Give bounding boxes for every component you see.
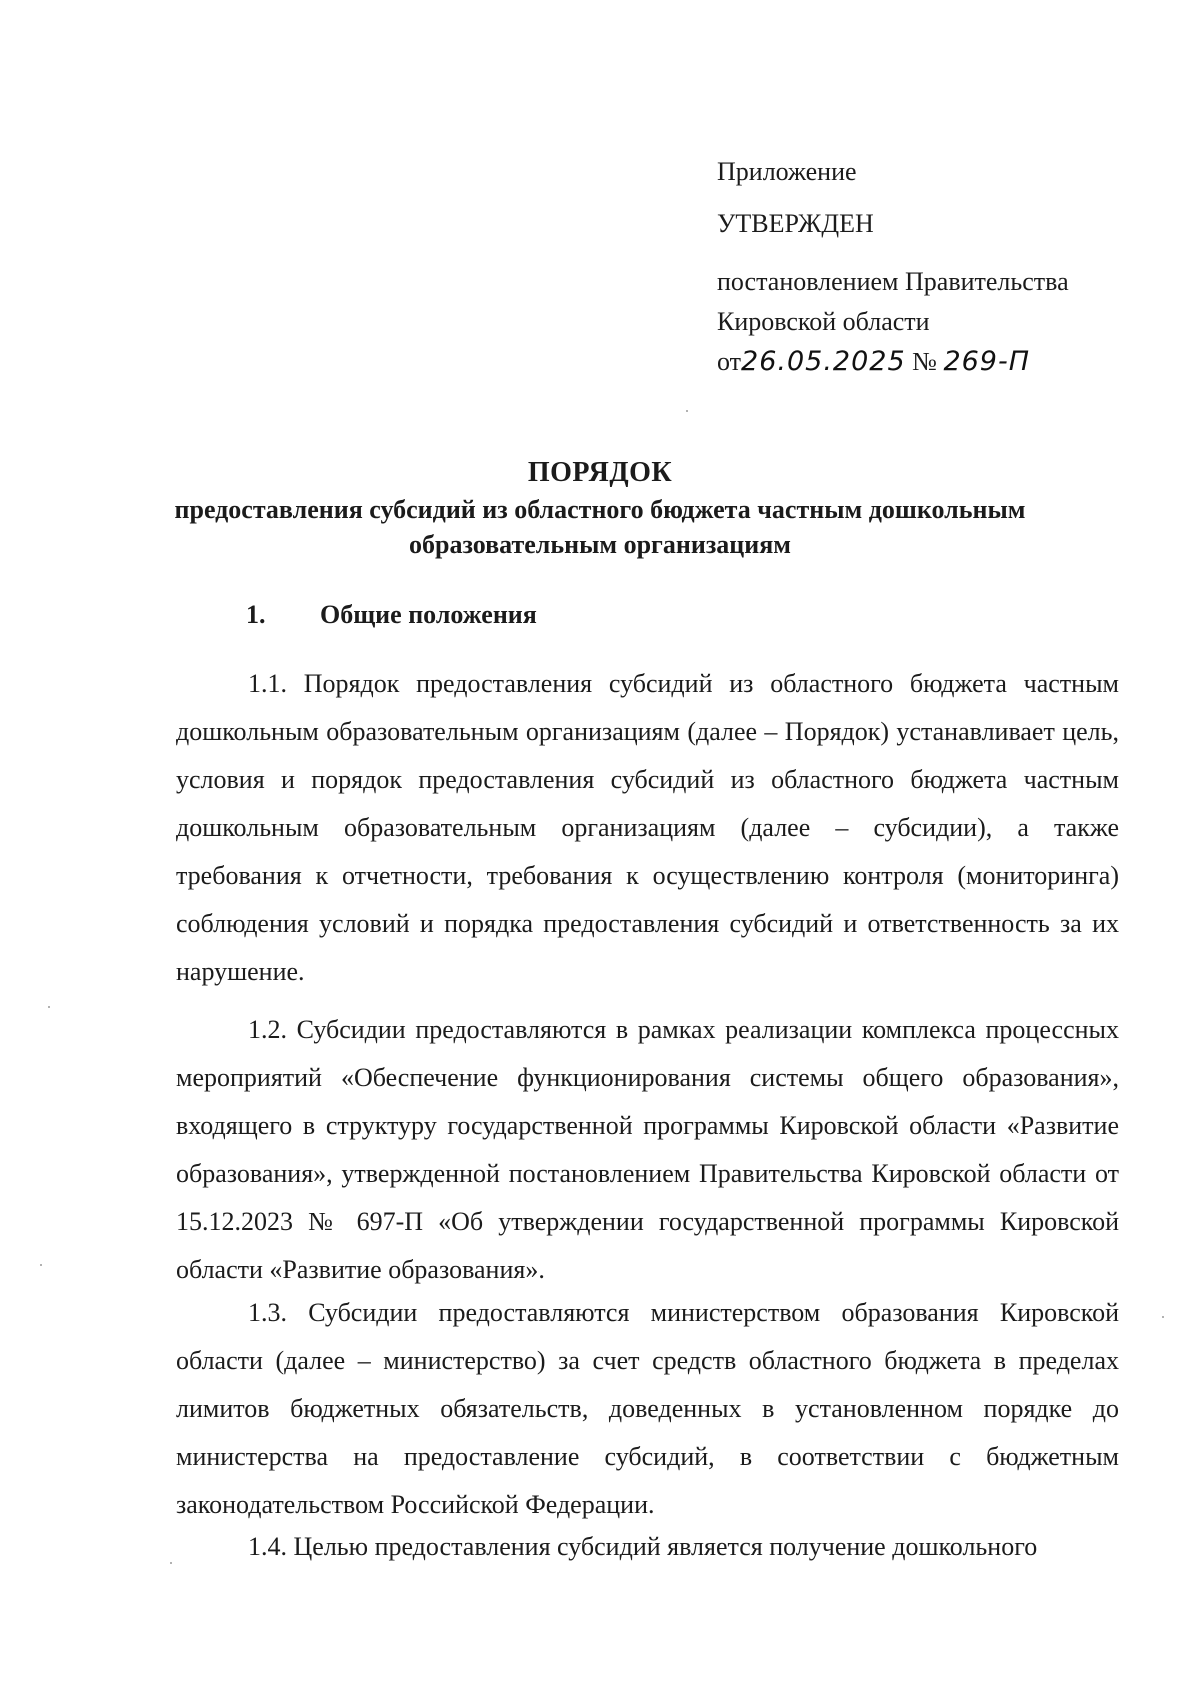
handwritten-decree-number: 269-П — [943, 346, 1031, 377]
section-heading — [246, 600, 537, 630]
handwritten-date: 26.05.2025 — [741, 346, 906, 377]
title-line-2: предоставления субсидий из областного бюджета частным дошкольным — [174, 495, 1026, 524]
issuer-line-2: Кировской области — [717, 307, 930, 336]
decree-date-number-line — [717, 342, 1157, 382]
number-prefix: № — [912, 347, 937, 376]
scan-speck — [1162, 1316, 1164, 1318]
approval-stamp-block — [717, 152, 1157, 382]
appendix-label: Приложение — [717, 157, 857, 186]
approved-label: УТВЕРЖДЕН — [717, 209, 874, 238]
section-number: 1. — [246, 600, 266, 629]
title-line-3: образовательным организациям — [408, 530, 792, 559]
issuer-line-1: постановлением Правительства — [717, 267, 1069, 296]
paragraph-1-1: 1.1. Порядок предоставления субсидий из областного бюджета частным дошкольным образовательным организациям (далее – Порядок) устанавливает цель, условия и порядок предоставления субсидий из областного бюджета частным дошкольным образовательным организациям (далее – субсидии), а также требования к отчетности, требования к осуществлению контроля (мониторинга) соблюдения условий и порядка предоставления субсидий и ответственность за их нарушение. — [176, 669, 1119, 986]
scan-speck — [48, 1006, 50, 1008]
scan-speck — [686, 410, 688, 412]
section-title: Общие положения — [320, 600, 537, 629]
paragraph-1-2: 1.2. Субсидии предоставляются в рамках реализации комплекса процессных мероприятий «Обеспечение функционирования системы общего образования», входящего в структуру государственной программы Кировской области «Развитие образования», утвержденной постановлением Правительства Кировской области от 15.12.2023 № 697-П «Об утверждении государственной программы Кировской области «Развитие образования». — [176, 1015, 1119, 1284]
paragraph-1-3: 1.3. Субсидии предоставляются министерством образования Кировской области (далее – министерство) за счет средств областного бюджета в пределах лимитов бюджетных обязательств, доведенных в установленном порядке до министерства на предоставление субсидий, в соответствии с бюджетным законодательством Российской Федерации. — [176, 1298, 1119, 1519]
title-main: ПОРЯДОК — [527, 457, 673, 488]
date-prefix: от — [717, 347, 742, 376]
document-title — [150, 455, 1050, 562]
paragraph-1-4: 1.4. Целью предоставления субсидий является получение дошкольного — [248, 1532, 1038, 1561]
scan-speck — [40, 1264, 42, 1266]
scan-speck — [170, 1562, 172, 1564]
